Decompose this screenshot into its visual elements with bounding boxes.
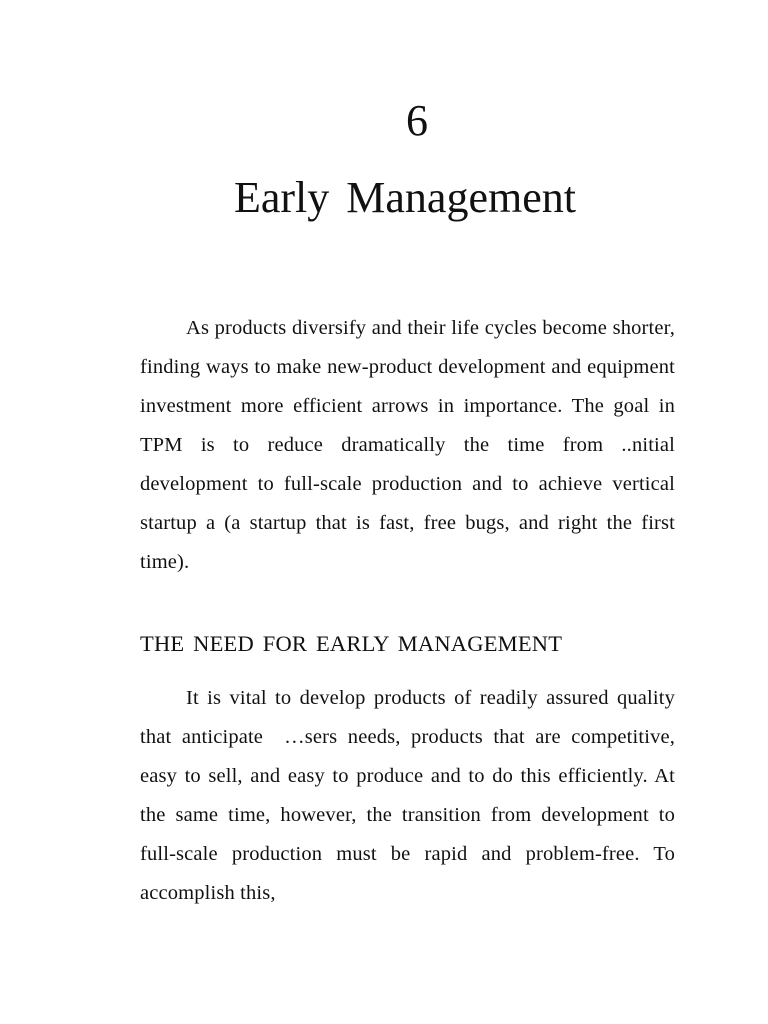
chapter-number: 6 (406, 96, 428, 145)
body-paragraph-intro: As products diversify and their life cycles become shorter, finding ways to make new-product development and equipment investment more efficient arrows in importance. The goal in TPM is to reduce dramatically the time from ..nitial development to full-scale production and to achieve vertical startup a (a startup that is fast, free bugs, and right the first time). (140, 317, 675, 573)
body-paragraph-need: It is vital to develop products of readily assured quality that anticipate …sers needs, products that are competitive, easy to sell, and easy to produce and to do this efficiently. At the same time, however, the transition from development to full-scale production must be rapid and problem-free. To accomplish this, (140, 687, 675, 904)
section-heading: THE NEED FOR EARLY MANAGEMENT (140, 631, 563, 656)
chapter-title: Early Management (234, 173, 576, 222)
